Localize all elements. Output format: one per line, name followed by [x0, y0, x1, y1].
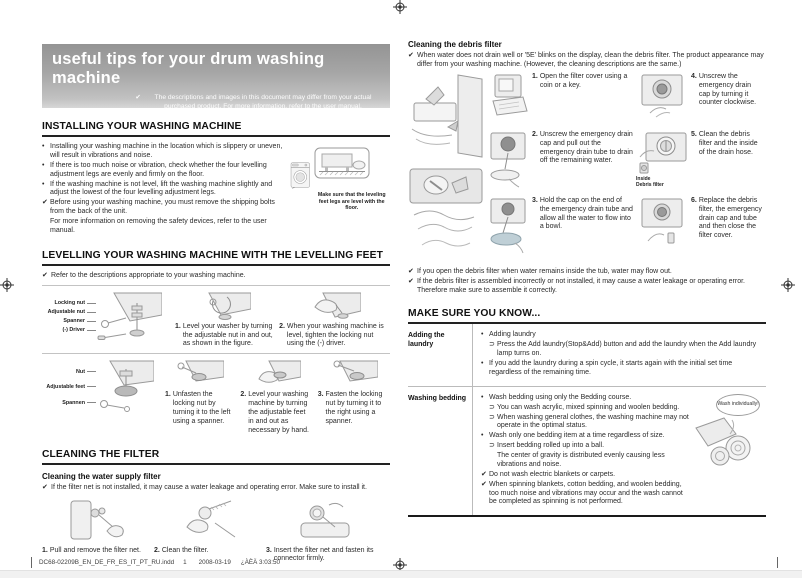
step-illustration	[487, 197, 529, 255]
check-icon: ✔	[408, 277, 414, 285]
bullet-icon: •	[481, 393, 484, 401]
installing-section	[42, 143, 390, 237]
table-row	[408, 324, 766, 386]
debris-step	[636, 73, 764, 131]
diagram-label	[42, 367, 96, 376]
adjustable-foot-illustration	[96, 359, 154, 417]
sub-bullet-icon: ⊃	[489, 341, 495, 349]
check-icon: ✔	[42, 483, 48, 491]
check-icon: ✔	[408, 267, 414, 275]
diagram-label	[42, 382, 96, 391]
step-number: 6.	[691, 196, 697, 204]
diagram-label-text: Adjustable feet	[46, 383, 85, 390]
diagram-label-text: Spannen	[62, 399, 85, 406]
pointer-line	[87, 321, 96, 322]
check-icon: ✔	[42, 271, 48, 279]
check-note-text: When spinning blankets, cotton bedding, and woolen bedding, too much noise and vibrations may occur and the wash cannot be completed as spinning is not performed.	[489, 480, 683, 506]
list-item-text: If there is too much noise or vibration, check whether the four levelling adjustment legs are evenly and firmly on the floor.	[50, 161, 267, 178]
installing-text	[42, 143, 290, 237]
subheading-water-supply-filter: Cleaning the water supply filter	[42, 471, 161, 481]
registration-mark-right-icon	[781, 278, 795, 292]
step-illustration	[69, 497, 127, 543]
step-text	[266, 547, 384, 565]
row-content	[473, 324, 766, 385]
step-illustration-with-labels	[636, 131, 688, 197]
check-note	[408, 278, 766, 296]
list-item	[42, 143, 286, 161]
debris-step	[636, 131, 764, 197]
step-illustration	[253, 359, 301, 389]
step-description: Unscrew the emergency drain cap and pull out the emergency drain tube to drain off the remaining water.	[539, 130, 633, 165]
leg-diagram	[42, 291, 170, 350]
levelling-step	[318, 359, 390, 435]
step-number: 1.	[42, 546, 48, 554]
know-table	[408, 324, 766, 517]
label-inside: Inside	[636, 175, 651, 182]
step-text	[691, 73, 764, 131]
note-continuation	[50, 218, 286, 236]
step-description: Pull and remove the filter net.	[49, 546, 141, 554]
step-text	[532, 131, 633, 197]
page-edge	[0, 570, 802, 578]
footer	[31, 557, 280, 568]
note-text: For more information on removing the safety devices, refer to the user manual.	[50, 218, 267, 234]
list-item-text: Insert bedding rolled up into a ball.	[497, 442, 605, 450]
step-description: Replace the debris filter, the emergency drain cap and tube and then close the filter cover.	[698, 196, 762, 240]
step-number: 2.	[532, 130, 538, 138]
step-number: 1.	[532, 72, 538, 80]
check-icon: ✔	[481, 470, 487, 478]
list-item-text: When washing general clothes, the washing machine may not operate in the optimal status.	[497, 413, 689, 430]
check-note-text: Do not wash electric blankets or carpets.	[489, 470, 616, 478]
floor-level-caption: Make sure that the leveling feet legs are level with the floor.	[317, 192, 386, 212]
step-text	[154, 547, 209, 556]
check-note	[42, 272, 390, 281]
step-number: 5.	[691, 130, 697, 138]
list-item-text: Installing your washing machine in the location which is slippery or uneven, will result in vibrations and noise.	[50, 143, 283, 159]
debris-photos	[408, 73, 484, 263]
pointer-line	[87, 312, 96, 313]
footer-time: ¿ÀÈÄ 3:03:50	[240, 559, 281, 566]
step-text	[691, 197, 764, 261]
diagram-label	[42, 326, 96, 335]
diagram-label-text: Spanner	[63, 318, 85, 325]
list-item-text: Adding laundry	[489, 331, 536, 339]
debris-steps-grid	[408, 73, 766, 263]
row-content	[473, 387, 766, 516]
step-illustration	[330, 359, 378, 389]
bullet-icon: •	[481, 360, 484, 367]
step-description: Hold the cap on the end of the emergency drain tube and allow all the water to flow into a bowl.	[539, 196, 633, 231]
step-number: 2.	[154, 546, 160, 554]
washer-illustration	[290, 147, 311, 203]
check-note-text: If you open the debris filter when water remains inside the tub, water may flow out.	[417, 267, 672, 275]
list-item-text: Wash bedding using only the Bedding course.	[489, 393, 632, 401]
registration-mark-top-icon	[393, 0, 407, 14]
divider	[42, 353, 390, 354]
crop-mark	[31, 557, 32, 568]
step-number: 3.	[317, 391, 324, 399]
row-label: Adding the laundry	[408, 324, 473, 385]
diagram-label	[42, 317, 96, 326]
step-text	[42, 547, 141, 556]
sub-bullet-icon: ⊃	[489, 442, 495, 450]
step-illustration	[636, 131, 688, 175]
pointer-line	[87, 330, 96, 331]
left-column	[42, 44, 390, 564]
banner	[42, 44, 390, 111]
section-heading-levelling: LEVELLING YOUR WASHING MACHINE WITH THE LEVELLING FEET	[42, 250, 390, 266]
list-item-text: Press the Add laundry(Stop&Add) button and add the laundry when the Add laundry lamp turns on.	[497, 341, 757, 358]
list-item	[497, 452, 690, 470]
step-number: 4.	[691, 72, 697, 80]
debris-step	[487, 197, 633, 261]
sub-bullet-icon: ⊃	[489, 403, 495, 411]
diagram-label-text: Locking nut	[54, 300, 85, 307]
bedding-lines	[481, 394, 690, 509]
label-debris-filter: Debris filter	[636, 182, 664, 188]
debris-steps-4-6	[636, 73, 764, 263]
footer-page-number: 1	[183, 559, 187, 566]
list-item	[42, 162, 286, 180]
check-note-text: When water does not drain well or '5E' blinks on the display, clean the debris filter. The product appearance may differ from your washing machine. (However, the cleaning descriptions are the same.)	[417, 52, 764, 68]
check-note-text: If the debris filter is assembled incorrectly or not installed, it may cause a water leakage or operating error. Therefore make sure to assemble it correctly.	[417, 277, 745, 294]
step-illustration	[309, 291, 361, 321]
bullet-icon: •	[42, 180, 45, 188]
step-description: Clean the filter.	[161, 546, 209, 554]
check-note	[481, 481, 690, 508]
levelling-step	[175, 291, 274, 350]
levelling-foot-illustration	[96, 291, 162, 345]
check-note-text: Refer to the descriptions appropriate to your washing machine.	[51, 271, 246, 279]
step-illustration	[636, 73, 688, 119]
step-illustration	[487, 73, 529, 117]
subheading-debris-filter: Cleaning the debris filter	[408, 40, 502, 49]
step-text	[175, 323, 274, 350]
step-illustration	[636, 197, 688, 247]
step-number: 2.	[240, 391, 247, 399]
installing-illustrations	[290, 143, 390, 237]
row-label: Washing bedding	[408, 387, 473, 516]
debris-step	[487, 131, 633, 197]
step-illustration	[199, 291, 251, 321]
step-number: 1.	[165, 391, 171, 399]
bedding-content	[481, 394, 764, 509]
section-heading-make-sure: MAKE SURE YOU KNOW...	[408, 308, 766, 324]
diagram-label-text: Nut	[76, 368, 85, 375]
list-item	[489, 341, 764, 359]
step-description: Clean the debris filter and the inside of the drain hose.	[698, 130, 758, 156]
step-text	[532, 197, 633, 261]
check-icon: ✔	[481, 480, 487, 488]
step-illustration	[176, 359, 224, 389]
levelling-row-1	[42, 291, 390, 350]
section-heading-cleaning-filter: CLEANING THE FILTER	[42, 449, 390, 465]
step-description: Insert the filter net and fasten its connector firmly.	[273, 546, 374, 563]
list-item	[489, 414, 690, 432]
step-description: Unfasten the locking nut by turning it to the left using a spanner.	[172, 391, 231, 425]
illustration-labels	[636, 176, 688, 189]
registration-mark-left-icon	[0, 278, 14, 292]
step-description: Unscrew the emergency drain cap by turning it counter clockwise.	[698, 72, 757, 107]
divider	[42, 285, 390, 286]
check-icon: ✔	[135, 94, 141, 101]
banner-note-text: The descriptions and images in this document may differ from your actual purchased product. For more information, refer to the user manual.	[154, 94, 372, 111]
check-note	[408, 52, 766, 70]
step-number: 1.	[175, 322, 181, 330]
bullet-icon: •	[481, 432, 484, 440]
list-item	[481, 394, 690, 403]
filter-step	[266, 497, 384, 565]
bullet-icon: •	[481, 331, 484, 339]
filter-step	[154, 497, 266, 565]
footer-filename: DC68-02209B_EN_DE_FR_ES_IT_PT_RU.indd	[39, 559, 175, 566]
step-description: Open the filter cover using a coin or a key.	[539, 72, 628, 89]
check-icon: ✔	[408, 52, 414, 59]
step-illustration	[179, 497, 241, 543]
check-note	[408, 268, 766, 277]
filter-steps-row	[42, 497, 390, 565]
pointer-line	[87, 303, 96, 304]
check-note	[42, 199, 286, 217]
list-item-text: You can wash acrylic, mixed spinning and woolen bedding.	[497, 403, 680, 411]
step-text	[240, 391, 312, 435]
step-number: 3.	[532, 196, 538, 204]
list-item	[481, 432, 690, 441]
list-item	[489, 442, 690, 451]
diagram-label	[42, 299, 96, 308]
step-description: Level your washing machine by turning the adjustable feet in and out as necessary by hand.	[248, 391, 309, 434]
check-note	[481, 471, 690, 480]
debris-step	[636, 197, 764, 261]
step-text	[532, 73, 633, 131]
step-description: Fasten the locking nut by turning it to the right using a spanner.	[325, 391, 383, 425]
list-item-text: The center of gravity is distributed evenly causing less vibrations and noise.	[497, 452, 665, 468]
list-item-text: If you add the laundry during a spin cycle, it starts again with the initial set time regardless of the remaining time.	[489, 360, 733, 376]
page-title: useful tips for your drum washing machine	[52, 50, 325, 87]
levelling-step	[279, 291, 390, 350]
step-text	[318, 391, 390, 427]
check-note-text: If the filter net is not installed, it may cause a water leakage and operating error. Make sure to install it.	[51, 483, 367, 491]
step-illustration	[487, 131, 529, 189]
diagram-label	[42, 308, 96, 317]
filter-location-illustration	[408, 73, 484, 159]
check-note	[42, 484, 390, 493]
step-number: 3.	[266, 546, 272, 554]
banner-note	[52, 93, 382, 111]
footer-date: 2008-03-19	[198, 559, 231, 566]
foot-diagram	[42, 359, 160, 435]
crop-mark	[777, 557, 778, 568]
diagram-labels	[42, 291, 96, 350]
pointer-line	[87, 371, 96, 372]
step-text	[279, 323, 390, 350]
bedding-illustration-wrap	[690, 394, 764, 509]
diagram-label	[42, 398, 96, 407]
step-text	[691, 131, 764, 197]
check-icon: ✔	[42, 199, 48, 207]
diagram-label-text: (-) Driver	[62, 327, 85, 334]
debris-steps-1-3	[487, 73, 633, 263]
bullet-icon: •	[42, 161, 45, 169]
filter-step	[42, 497, 154, 565]
list-item	[481, 360, 764, 378]
list-item-text: Wash only one bedding item at a time regardless of size.	[489, 432, 665, 440]
step-number: 2.	[279, 322, 285, 330]
floor-level-figure	[314, 147, 391, 237]
list-item-text: If the washing machine is not level, lift the washing machine slightly and adjust the lowest of the four levelling adjustment legs.	[50, 180, 273, 197]
levelling-row-2	[42, 359, 390, 435]
floor-level-illustration	[314, 147, 370, 185]
step-description: When your washing machine is level, tighten the locking nut using the (-) driver.	[286, 322, 384, 348]
list-item	[481, 331, 764, 340]
step-illustration	[299, 497, 351, 543]
pointer-line	[87, 402, 96, 403]
pointer-line	[87, 386, 96, 387]
bedding-illustration	[690, 410, 762, 470]
sub-bullet-icon: ⊃	[489, 413, 495, 421]
list-item	[489, 404, 690, 413]
debris-notes	[408, 268, 766, 296]
speech-bubble: Wash individually!	[716, 394, 760, 416]
levelling-step	[240, 359, 312, 435]
diagram-label-text: Adjustable nut	[47, 309, 85, 316]
list-item	[42, 181, 286, 199]
levelling-step	[165, 359, 235, 435]
step-text	[165, 391, 235, 427]
step-description: Level your washer by turning the adjustable nut in and out, as shown in the figure.	[182, 322, 273, 348]
debris-step	[487, 73, 633, 131]
bullet-icon: •	[42, 143, 45, 150]
table-row	[408, 387, 766, 516]
section-heading-installing: INSTALLING YOUR WASHING MACHINE	[42, 121, 390, 137]
diagram-labels	[42, 359, 96, 435]
right-column	[408, 40, 766, 517]
coin-turn-illustration	[408, 163, 484, 259]
check-note-text: Before using your washing machine, you must remove the shipping bolts from the back of the unit.	[50, 199, 275, 216]
